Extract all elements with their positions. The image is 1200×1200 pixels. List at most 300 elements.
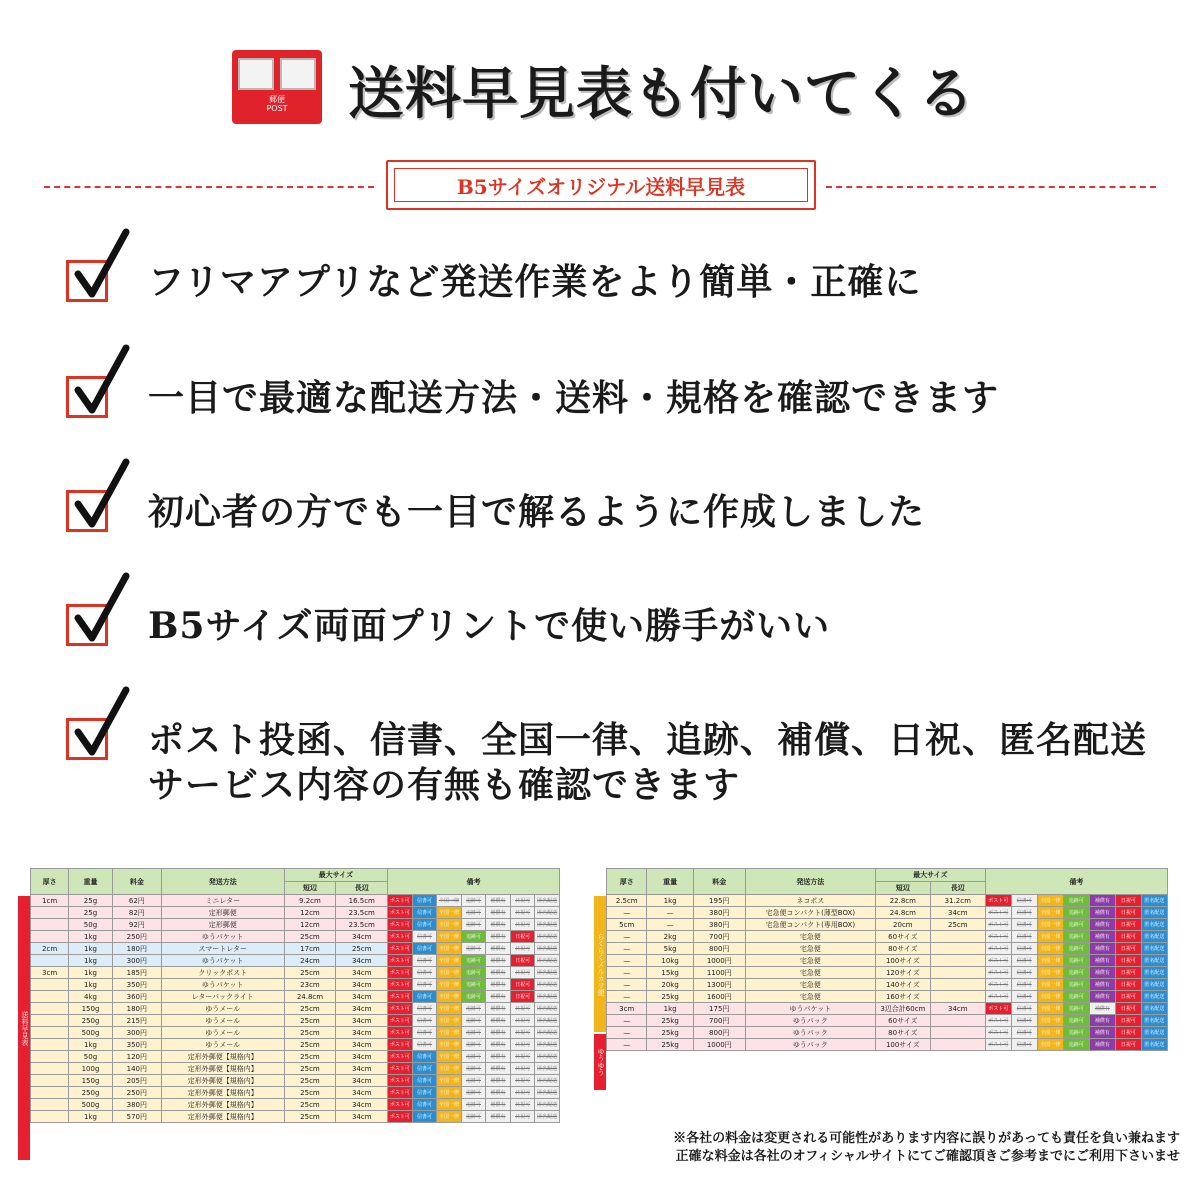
tag-badge: 追跡可 [1063,1027,1089,1039]
cell-weight: 25kg [647,1027,693,1039]
postbox-label [260,96,294,114]
tag-badge: 匿名配送 [1141,1027,1167,1039]
tag-badge: 補償有 [486,1063,511,1075]
cell-fee: 800円 [693,943,745,955]
tag-badge: ポスト可 [985,1027,1011,1039]
cell-weight: 500g [69,1099,113,1111]
tag-badge: ポスト可 [388,1003,413,1015]
cell-thickness: — [607,991,647,1003]
feature-line: B5サイズ両面プリントで使い勝手がいい [148,605,831,647]
cell-fee: 180円 [112,1003,161,1015]
tag-badge: 追跡可 [1063,991,1089,1003]
header-weight: 重量 [647,869,693,895]
cell-long: 31.2cm [930,895,985,907]
tag-badge: 全国一律 [437,1051,462,1063]
header-notes: 備考 [985,869,1167,895]
cell-method: ゆうメール [161,1015,284,1027]
cell-method: 定形外郵便【規格内】 [161,1063,284,1075]
header-short: 短辺 [284,882,336,895]
cell-short: 20cm [875,919,930,931]
table-row [31,1051,560,1063]
tag-badge: 信書可 [1011,943,1037,955]
tag-badge: 匿名配送 [535,1063,560,1075]
tag-badge: 信書可 [412,1087,437,1099]
cell-fee: 570円 [112,1111,161,1123]
tag-badge: ポスト可 [985,991,1011,1003]
cell-long: 34cm [336,967,388,979]
tag-badge: 全国一律 [1037,943,1063,955]
tag-badge: 日祝可 [1115,991,1141,1003]
cell-method: クリックポスト [161,967,284,979]
tag-badge: 全国一律 [437,1099,462,1111]
tag-badge: 追跡可 [461,1075,486,1087]
tag-badge: 補償有 [1089,943,1115,955]
table-row [31,1003,560,1015]
cell-fee: 82円 [112,907,161,919]
postbox-icon [232,50,322,124]
page-title: 送料早見表も付いてくる [348,61,975,127]
cell-short: 25cm [284,1015,336,1027]
table-row [31,931,560,943]
cell-long [930,955,985,967]
cell-long [930,1015,985,1027]
subtitle-badge [386,160,816,210]
cell-thickness [31,1027,69,1039]
disclaimer-note [580,1130,1180,1166]
tag-badge: 全国一律 [437,1111,462,1123]
cell-method: ゆうパック [745,1015,875,1027]
tag-badge: 全国一律 [1037,1039,1063,1051]
tag-badge: 追跡可 [1063,919,1089,931]
tag-badge: 匿名配送 [535,895,560,907]
tag-badge: 補償有 [486,1087,511,1099]
header-max-size: 最大サイズ [875,869,985,882]
table-row [607,907,1168,919]
tag-badge: 匿名配送 [1141,967,1167,979]
tag-badge: 匿名配送 [1141,979,1167,991]
table-row [31,967,560,979]
table-row [31,919,560,931]
cell-fee: 700円 [693,1015,745,1027]
tag-badge: 補償有 [1089,1027,1115,1039]
tag-badge: 追跡可 [461,1051,486,1063]
tag-badge: 追跡可 [461,967,486,979]
cell-long [930,1027,985,1039]
tag-badge: 信書可 [412,991,437,1003]
tag-badge: 日祝可 [1115,967,1141,979]
cell-long: 34cm [336,1051,388,1063]
tag-badge: ポスト可 [388,895,413,907]
cell-long: 34cm [930,907,985,919]
tag-badge: 追跡可 [461,1039,486,1051]
table-row [607,943,1168,955]
cell-thickness [31,1111,69,1123]
tag-badge: 補償有 [486,1099,511,1111]
tag-badge: 匿名配送 [535,1111,560,1123]
tag-badge: 補償有 [486,1075,511,1087]
tag-badge: 全国一律 [437,1063,462,1075]
cell-long [930,967,985,979]
tag-badge: 信書可 [412,895,437,907]
cell-weight: 1kg [69,955,113,967]
cell-thickness: 3cm [607,1003,647,1015]
tag-badge: 全国一律 [1037,1003,1063,1015]
cell-long: 34cm [336,991,388,1003]
tag-badge: 日祝可 [510,1015,535,1027]
cell-short: 25cm [284,967,336,979]
rate-table-right [597,868,1168,1076]
tag-badge: 信書可 [412,979,437,991]
header-row [607,869,1168,882]
cell-long: 34cm [336,1003,388,1015]
cell-short: 24cm [284,955,336,967]
tag-badge: ポスト可 [388,1039,413,1051]
checkmark-icon [68,684,130,760]
cell-thickness: — [607,1015,647,1027]
feature-text [148,254,921,305]
tag-badge: ポスト可 [985,943,1011,955]
tag-badge: 追跡可 [1063,1003,1089,1015]
cell-short: 160サイズ [875,991,930,1003]
cell-thickness: 5cm [607,919,647,931]
header-short: 短辺 [875,882,930,895]
cell-weight: 50g [69,1051,113,1063]
tag-badge: ポスト可 [388,1099,413,1111]
cell-fee: 140円 [112,1063,161,1075]
cell-thickness: — [607,907,647,919]
tag-badge: 信書可 [412,1003,437,1015]
feature-line: ポスト投函、信書、全国一律、追跡、補償、日祝、匿名配送 [148,719,1148,761]
cell-thickness [31,1063,69,1075]
cell-weight: — [647,919,693,931]
table-row [31,895,560,907]
postbox-mark: 郵便 [269,95,285,104]
cell-method: 定形外郵便【規格内】 [161,1111,284,1123]
cell-weight: 250g [69,1087,113,1099]
tag-badge: 匿名配送 [535,1051,560,1063]
tag-badge: 補償有 [1089,979,1115,991]
tag-badge: 追跡可 [461,1063,486,1075]
cell-thickness: 2.5cm [607,895,647,907]
tag-badge: 日祝可 [510,943,535,955]
cell-fee: 360円 [112,991,161,1003]
cell-method: ゆうパック [745,1027,875,1039]
tag-badge: 補償有 [486,967,511,979]
tag-badge: 匿名配送 [535,943,560,955]
tag-badge: ポスト可 [388,967,413,979]
note-line-1: ※各社の料金は変更される可能性があります内容に誤りがあっても責任を負い兼ねます [673,1131,1180,1146]
tag-badge: ポスト可 [388,955,413,967]
cell-weight: 1kg [647,1003,693,1015]
tag-badge: 日祝可 [510,1099,535,1111]
tag-badge: 匿名配送 [1141,1003,1167,1015]
tag-badge: 信書可 [412,1015,437,1027]
cell-thickness [31,931,69,943]
tag-badge: 追跡可 [1063,907,1089,919]
cell-method: ミニレター [161,895,284,907]
tag-badge: 日祝可 [510,955,535,967]
cell-thickness [31,955,69,967]
cell-long: 34cm [336,979,388,991]
cell-method: 宅急便 [745,991,875,1003]
tag-badge: ポスト可 [388,1015,413,1027]
cell-fee: 120円 [112,1051,161,1063]
tag-badge: 匿名配送 [535,1015,560,1027]
cell-fee: 1300円 [693,979,745,991]
cell-weight: 1kg [69,979,113,991]
header-row [31,869,560,882]
cell-fee: 300円 [112,1027,161,1039]
tag-badge: 補償有 [486,1111,511,1123]
cell-weight: 500g [69,1027,113,1039]
cell-thickness [31,1087,69,1099]
tag-badge: 信書可 [412,931,437,943]
cell-weight: 25kg [647,1015,693,1027]
tag-badge: 信書可 [1011,907,1037,919]
feature-line: 初心者の方でも一目で解るように作成しました [148,491,926,533]
cell-fee: 250円 [112,1087,161,1099]
cell-method: ゆうパケット [161,955,284,967]
feature-text [148,484,925,535]
feature-line-2: サービス内容の有無も確認できます [148,764,741,806]
header-long: 長辺 [930,882,985,895]
tag-badge: ポスト可 [388,1087,413,1099]
feature-line: フリマアプリなど発送作業をより簡単・正確に [148,261,922,303]
tag-badge: 日祝可 [510,1039,535,1051]
tag-badge: 補償有 [486,1003,511,1015]
tag-badge: 匿名配送 [535,1027,560,1039]
tag-badge: 追跡可 [461,895,486,907]
cell-thickness [31,1099,69,1111]
table-row [31,1015,560,1027]
header-max-size: 最大サイズ [284,869,388,882]
tag-badge: 信書可 [1011,1015,1037,1027]
tag-badge: 追跡可 [461,919,486,931]
table-row [31,1063,560,1075]
cell-method: ゆうメール [161,1027,284,1039]
cell-long: 23.5cm [336,907,388,919]
cell-fee: 380円 [693,907,745,919]
header-fee: 料金 [693,869,745,895]
cell-long [930,979,985,991]
tag-badge: 日祝可 [510,1027,535,1039]
tag-badge: 信書可 [1011,919,1037,931]
tag-badge: 日祝可 [1115,1027,1141,1039]
table-row [607,919,1168,931]
tag-badge: 全国一律 [1037,1015,1063,1027]
cell-method: ゆうパケット [745,1003,875,1015]
cell-thickness: — [607,1027,647,1039]
tag-badge: 日祝可 [1115,1003,1141,1015]
tag-badge: 補償有 [1089,955,1115,967]
cell-method: ゆうパケット [161,931,284,943]
cell-long: 23.5cm [336,919,388,931]
cell-weight: 1kg [69,943,113,955]
tag-badge: 全国一律 [1037,991,1063,1003]
tag-badge: 匿名配送 [535,979,560,991]
side-label-left: 送料早見表 [18,896,30,1160]
tag-badge: 信書可 [412,1027,437,1039]
tag-badge: ポスト可 [985,1003,1011,1015]
tag-badge: 日祝可 [510,991,535,1003]
table-row [31,943,560,955]
tag-badge: 信書可 [1011,979,1037,991]
postbox-post: POST [266,103,288,113]
cell-thickness: — [607,955,647,967]
tag-badge: 補償有 [486,1027,511,1039]
tag-badge: 全国一律 [437,979,462,991]
tag-badge: 追跡可 [1063,1039,1089,1051]
cell-weight: 1kg [69,1039,113,1051]
tag-badge: 日祝可 [510,1051,535,1063]
cell-fee: 205円 [112,1075,161,1087]
cell-fee: 1000円 [693,1039,745,1051]
cell-short: 100サイズ [875,1039,930,1051]
cell-method: スマートレター [161,943,284,955]
cell-short: 25cm [284,1051,336,1063]
tag-badge: 補償有 [1089,1015,1115,1027]
cell-thickness: — [607,979,647,991]
tag-badge: 全国一律 [437,1087,462,1099]
tag-badge: ポスト可 [388,1027,413,1039]
cell-thickness: 2cm [31,943,69,955]
cell-thickness [31,907,69,919]
cell-method: 宅急便コンパクト(専用BOX) [745,919,875,931]
cell-weight: 10kg [647,955,693,967]
tag-badge: 日祝可 [510,1075,535,1087]
tag-badge: 全国一律 [437,931,462,943]
cell-method: ゆうメール [161,1003,284,1015]
tag-badge: ポスト可 [388,907,413,919]
cell-weight: 50g [69,919,113,931]
cell-weight: 100g [69,1063,113,1075]
tag-badge: 補償有 [486,1051,511,1063]
tag-badge: 日祝可 [1115,919,1141,931]
tag-badge: ポスト可 [388,1111,413,1123]
tag-badge: ポスト可 [388,1051,413,1063]
tag-badge: 追跡可 [1063,955,1089,967]
subtitle-badge-inner [394,168,808,202]
tag-badge: ポスト可 [985,967,1011,979]
cell-short: 9.2cm [284,895,336,907]
tag-badge: 信書可 [412,943,437,955]
table-row [607,967,1168,979]
tag-badge: 日祝可 [1115,943,1141,955]
tag-badge: 補償有 [1089,991,1115,1003]
tag-badge: 追跡可 [461,979,486,991]
tag-badge: 補償有 [1089,1003,1115,1015]
tag-badge: 信書可 [412,1075,437,1087]
cell-long: 34cm [336,1063,388,1075]
tag-badge: 全国一律 [1037,919,1063,931]
tag-badge: 追跡可 [1063,943,1089,955]
tag-badge: 信書可 [412,1111,437,1123]
tag-badge: 追跡可 [461,1111,486,1123]
tag-badge: ポスト可 [985,907,1011,919]
cell-short: 140サイズ [875,979,930,991]
cell-long [930,991,985,1003]
tag-badge: 匿名配送 [535,991,560,1003]
tag-badge: 全国一律 [437,967,462,979]
cell-weight: 150g [69,1075,113,1087]
table-row [31,907,560,919]
tag-badge: ポスト可 [388,1063,413,1075]
cell-weight: 5kg [647,943,693,955]
tag-badge: ポスト可 [985,919,1011,931]
cell-method: 宅急便 [745,967,875,979]
cell-short: 80サイズ [875,943,930,955]
tag-badge: 補償有 [1089,907,1115,919]
cell-fee: 300円 [112,955,161,967]
cell-long: 25cm [930,919,985,931]
tag-badge: 補償有 [1089,919,1115,931]
cell-weight: 15kg [647,967,693,979]
tag-badge: 補償有 [486,991,511,1003]
cell-long: 25cm [336,943,388,955]
tag-badge: 匿名配送 [1141,955,1167,967]
subtitle-text: B5サイズオリジナル送料早見表 [456,174,746,199]
table-row [607,1015,1168,1027]
tag-badge: 信書可 [412,1039,437,1051]
cell-fee: 185円 [112,967,161,979]
tag-badge: ポスト可 [388,979,413,991]
tag-badge: 追跡可 [1063,931,1089,943]
tag-badge: 補償有 [486,943,511,955]
tag-badge: 全国一律 [1037,979,1063,991]
cell-short: 25cm [284,1099,336,1111]
tag-badge: 全国一律 [437,943,462,955]
cell-method: 定形外郵便【規格内】 [161,1087,284,1099]
cell-fee: 1000円 [693,955,745,967]
tag-badge: 信書可 [1011,955,1037,967]
tag-badge: 信書可 [412,1099,437,1111]
cell-short: 25cm [284,1003,336,1015]
cell-method: 定形外郵便【規格内】 [161,1099,284,1111]
tag-badge: 追跡可 [461,943,486,955]
tag-badge: 日祝可 [1115,895,1141,907]
checkmark-icon [68,570,130,646]
cell-long: 34cm [336,1039,388,1051]
tag-badge: 追跡可 [1063,895,1089,907]
tag-badge: 補償有 [486,895,511,907]
tag-badge: 信書可 [1011,1027,1037,1039]
cell-method: 宅急便コンパクト(薄型BOX) [745,907,875,919]
cell-fee: 1100円 [693,967,745,979]
cell-fee: 800円 [693,1027,745,1039]
tag-badge: ポスト可 [985,895,1011,907]
tag-badge: 日祝可 [1115,955,1141,967]
cell-method: 宅急便 [745,955,875,967]
cell-long: 34cm [336,1111,388,1123]
tag-badge: 全国一律 [437,907,462,919]
tag-badge: 日祝可 [510,1003,535,1015]
tag-badge: 追跡可 [461,1003,486,1015]
cell-thickness: — [607,967,647,979]
table-row [607,991,1168,1003]
tag-badge: 信書可 [412,907,437,919]
tag-badge: 補償有 [1089,967,1115,979]
tag-badge: 全国一律 [1037,967,1063,979]
cell-weight: 1kg [69,967,113,979]
tag-badge: 信書可 [1011,895,1037,907]
cell-fee: 700円 [693,931,745,943]
tag-badge: 信書可 [1011,991,1037,1003]
cell-method: ゆうパケット [161,979,284,991]
cell-short: 3辺合計60cm [875,1003,930,1015]
tag-badge: ポスト可 [388,1075,413,1087]
cell-long [930,931,985,943]
tag-badge: 匿名配送 [1141,1015,1167,1027]
